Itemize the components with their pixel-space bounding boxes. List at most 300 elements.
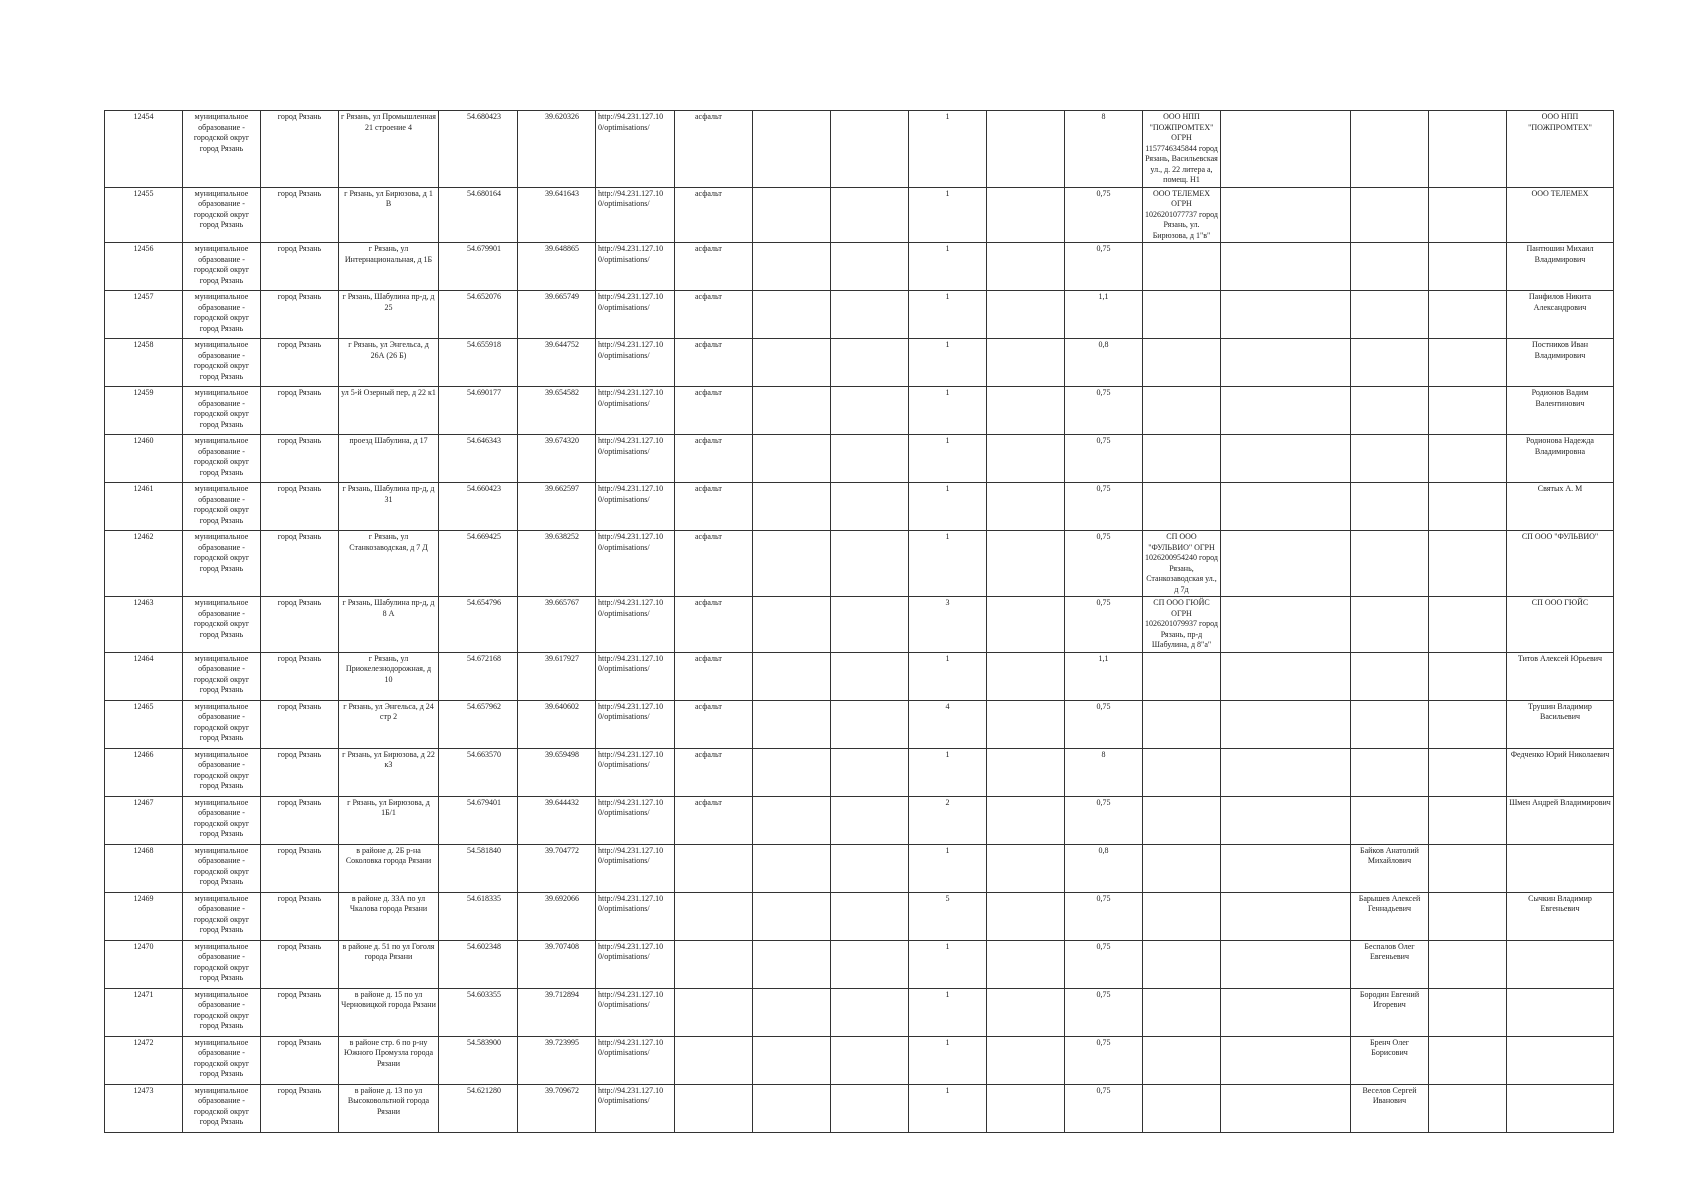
address-cell: в районе д. 15 по ул Черновицкой города Рязани (339, 988, 439, 1036)
row-id-cell: 12454 (105, 111, 183, 188)
url-cell: http://94.231.127.10 0/optimisations/ (596, 291, 675, 339)
municipality-cell: муниципальное образование - городской округ город Рязань (183, 1084, 261, 1132)
container-volume-cell: 0,75 (1065, 483, 1143, 531)
empty-cell (987, 892, 1065, 940)
container-volume-cell: 0,75 (1065, 597, 1143, 653)
empty-cell (1429, 988, 1507, 1036)
empty-cell (1221, 748, 1351, 796)
city-cell: город Рязань (261, 844, 339, 892)
city-cell: город Рязань (261, 111, 339, 188)
latitude-cell: 54.603355 (439, 988, 518, 1036)
surface-cell: асфальт (675, 700, 753, 748)
empty-cell (753, 1084, 831, 1132)
url-cell: http://94.231.127.10 0/optimisations/ (596, 339, 675, 387)
container-volume-cell: 0,8 (1065, 844, 1143, 892)
empty-cell (831, 652, 909, 700)
empty-cell (1221, 387, 1351, 435)
registry-table (104, 110, 1614, 1133)
row-id-cell: 12464 (105, 652, 183, 700)
row-id-cell: 12473 (105, 1084, 183, 1132)
empty-cell (1429, 1084, 1507, 1132)
municipality-cell: муниципальное образование - городской округ город Рязань (183, 844, 261, 892)
latitude-cell: 54.652076 (439, 291, 518, 339)
empty-cell (753, 796, 831, 844)
table-row (105, 796, 1614, 844)
owner-cell: Федченко Юрий Николаевич (1507, 748, 1614, 796)
url-cell: http://94.231.127.10 0/optimisations/ (596, 988, 675, 1036)
city-cell: город Рязань (261, 700, 339, 748)
container-volume-cell: 0,75 (1065, 435, 1143, 483)
owner-cell: Родионова Надежда Владимировна (1507, 435, 1614, 483)
owner-cell (1507, 988, 1614, 1036)
table-row (105, 291, 1614, 339)
individual-cell (1351, 387, 1429, 435)
city-cell: город Рязань (261, 291, 339, 339)
city-cell: город Рязань (261, 1084, 339, 1132)
empty-cell (987, 796, 1065, 844)
empty-cell (987, 748, 1065, 796)
owner-cell: ООО НПП "ПОЖПРОМТЕХ" (1507, 111, 1614, 188)
empty-cell (831, 435, 909, 483)
surface-cell: асфальт (675, 796, 753, 844)
empty-cell (987, 243, 1065, 291)
address-cell: г Рязань, ул Интернациональная, д 1Б (339, 243, 439, 291)
owner-cell (1507, 1084, 1614, 1132)
row-id-cell: 12466 (105, 748, 183, 796)
empty-cell (831, 988, 909, 1036)
longitude-cell: 39.654582 (518, 387, 596, 435)
row-id-cell: 12458 (105, 339, 183, 387)
empty-cell (753, 531, 831, 597)
empty-cell (1429, 700, 1507, 748)
latitude-cell: 54.654796 (439, 597, 518, 653)
empty-cell (831, 291, 909, 339)
table-row (105, 339, 1614, 387)
container-volume-cell: 8 (1065, 111, 1143, 188)
table-row (105, 435, 1614, 483)
url-cell: http://94.231.127.10 0/optimisations/ (596, 796, 675, 844)
surface-cell: асфальт (675, 748, 753, 796)
table-row (105, 531, 1614, 597)
empty-cell (1429, 111, 1507, 188)
empty-cell (987, 844, 1065, 892)
container-count-cell: 1 (909, 435, 987, 483)
owner-cell: Трушин Владимир Васильевич (1507, 700, 1614, 748)
row-id-cell: 12457 (105, 291, 183, 339)
organization-cell (1143, 796, 1221, 844)
container-count-cell: 1 (909, 940, 987, 988)
address-cell: г Рязань, ул Промышленная 21 строение 4 (339, 111, 439, 188)
empty-cell (1221, 111, 1351, 188)
latitude-cell: 54.679401 (439, 796, 518, 844)
url-cell: http://94.231.127.10 0/optimisations/ (596, 531, 675, 597)
city-cell: город Рязань (261, 339, 339, 387)
empty-cell (831, 748, 909, 796)
empty-cell (753, 940, 831, 988)
table-body (105, 111, 1614, 1133)
container-count-cell: 2 (909, 796, 987, 844)
owner-cell: СП ООО ГЮЙС (1507, 597, 1614, 653)
surface-cell: асфальт (675, 243, 753, 291)
municipality-cell: муниципальное образование - городской округ город Рязань (183, 748, 261, 796)
longitude-cell: 39.674320 (518, 435, 596, 483)
container-count-cell: 1 (909, 187, 987, 243)
empty-cell (1221, 339, 1351, 387)
latitude-cell: 54.680164 (439, 187, 518, 243)
empty-cell (753, 483, 831, 531)
individual-cell (1351, 435, 1429, 483)
container-count-cell: 4 (909, 700, 987, 748)
empty-cell (1429, 187, 1507, 243)
city-cell: город Рязань (261, 387, 339, 435)
address-cell: г Рязань, ул Бирюзова, д 22 к3 (339, 748, 439, 796)
container-count-cell: 1 (909, 531, 987, 597)
city-cell: город Рязань (261, 531, 339, 597)
municipality-cell: муниципальное образование - городской округ город Рязань (183, 700, 261, 748)
owner-cell: Пантюшин Михаил Владимирович (1507, 243, 1614, 291)
city-cell: город Рязань (261, 243, 339, 291)
empty-cell (987, 187, 1065, 243)
table-row (105, 940, 1614, 988)
surface-cell: асфальт (675, 111, 753, 188)
url-cell: http://94.231.127.10 0/optimisations/ (596, 435, 675, 483)
url-cell: http://94.231.127.10 0/optimisations/ (596, 940, 675, 988)
row-id-cell: 12456 (105, 243, 183, 291)
owner-cell: Шмен Андрей Владимирович (1507, 796, 1614, 844)
url-cell: http://94.231.127.10 0/optimisations/ (596, 243, 675, 291)
url-cell: http://94.231.127.10 0/optimisations/ (596, 1084, 675, 1132)
organization-cell: СП ООО "ФУЛЬВИО" ОГРН 1026200954240 город Рязань, Станкозаводская ул., д 7д (1143, 531, 1221, 597)
url-cell: http://94.231.127.10 0/optimisations/ (596, 748, 675, 796)
empty-cell (831, 940, 909, 988)
address-cell: г Рязань, ул Приокелезнодорожная, д 10 (339, 652, 439, 700)
municipality-cell: муниципальное образование - городской округ город Рязань (183, 339, 261, 387)
latitude-cell: 54.690177 (439, 387, 518, 435)
address-cell: г Рязань, ул Бирюзова, д 1 В (339, 187, 439, 243)
table-row (105, 597, 1614, 653)
empty-cell (1429, 387, 1507, 435)
municipality-cell: муниципальное образование - городской округ город Рязань (183, 652, 261, 700)
empty-cell (753, 435, 831, 483)
organization-cell: СП ООО ГЮЙС ОГРН 1026201079937 город Рязань, пр-д Шабулина, д 8"а" (1143, 597, 1221, 653)
container-volume-cell: 0,75 (1065, 243, 1143, 291)
container-count-cell: 1 (909, 483, 987, 531)
longitude-cell: 39.620326 (518, 111, 596, 188)
city-cell: город Рязань (261, 187, 339, 243)
municipality-cell: муниципальное образование - городской округ город Рязань (183, 531, 261, 597)
empty-cell (753, 988, 831, 1036)
individual-cell: Веселов Сергей Иванович (1351, 1084, 1429, 1132)
longitude-cell: 39.692066 (518, 892, 596, 940)
municipality-cell: муниципальное образование - городской округ город Рязань (183, 243, 261, 291)
row-id-cell: 12455 (105, 187, 183, 243)
container-count-cell: 1 (909, 748, 987, 796)
url-cell: http://94.231.127.10 0/optimisations/ (596, 187, 675, 243)
individual-cell (1351, 243, 1429, 291)
surface-cell: асфальт (675, 291, 753, 339)
municipality-cell: муниципальное образование - городской округ город Рязань (183, 940, 261, 988)
row-id-cell: 12465 (105, 700, 183, 748)
owner-cell (1507, 844, 1614, 892)
longitude-cell: 39.704772 (518, 844, 596, 892)
empty-cell (831, 844, 909, 892)
empty-cell (753, 597, 831, 653)
empty-cell (987, 940, 1065, 988)
row-id-cell: 12461 (105, 483, 183, 531)
empty-cell (831, 111, 909, 188)
empty-cell (1221, 483, 1351, 531)
empty-cell (1221, 597, 1351, 653)
longitude-cell: 39.712894 (518, 988, 596, 1036)
empty-cell (831, 483, 909, 531)
owner-cell: Сычкин Владимир Евгеньевич (1507, 892, 1614, 940)
address-cell: ул 5-й Озерный пер, д 22 к1 (339, 387, 439, 435)
table-row (105, 1036, 1614, 1084)
empty-cell (1429, 597, 1507, 653)
individual-cell: Бренч Олег Борисович (1351, 1036, 1429, 1084)
municipality-cell: муниципальное образование - городской округ город Рязань (183, 988, 261, 1036)
row-id-cell: 12472 (105, 1036, 183, 1084)
longitude-cell: 39.644752 (518, 339, 596, 387)
empty-cell (1221, 531, 1351, 597)
empty-cell (753, 111, 831, 188)
municipality-cell: муниципальное образование - городской округ город Рязань (183, 387, 261, 435)
empty-cell (753, 243, 831, 291)
latitude-cell: 54.581840 (439, 844, 518, 892)
empty-cell (1221, 700, 1351, 748)
latitude-cell: 54.663570 (439, 748, 518, 796)
url-cell: http://94.231.127.10 0/optimisations/ (596, 597, 675, 653)
empty-cell (987, 339, 1065, 387)
latitude-cell: 54.657962 (439, 700, 518, 748)
latitude-cell: 54.583900 (439, 1036, 518, 1084)
url-cell: http://94.231.127.10 0/optimisations/ (596, 700, 675, 748)
table-row (105, 748, 1614, 796)
table-row (105, 988, 1614, 1036)
empty-cell (753, 339, 831, 387)
surface-cell: асфальт (675, 435, 753, 483)
city-cell: город Рязань (261, 1036, 339, 1084)
individual-cell (1351, 748, 1429, 796)
individual-cell (1351, 652, 1429, 700)
individual-cell (1351, 187, 1429, 243)
empty-cell (753, 291, 831, 339)
empty-cell (987, 291, 1065, 339)
owner-cell (1507, 1036, 1614, 1084)
individual-cell: Бородин Евгений Игоревич (1351, 988, 1429, 1036)
container-volume-cell: 0,75 (1065, 387, 1143, 435)
latitude-cell: 54.621280 (439, 1084, 518, 1132)
empty-cell (831, 892, 909, 940)
container-volume-cell: 0,75 (1065, 796, 1143, 844)
empty-cell (1221, 988, 1351, 1036)
empty-cell (1221, 892, 1351, 940)
city-cell: город Рязань (261, 597, 339, 653)
empty-cell (987, 387, 1065, 435)
surface-cell (675, 1036, 753, 1084)
latitude-cell: 54.669425 (439, 531, 518, 597)
municipality-cell: муниципальное образование - городской округ город Рязань (183, 796, 261, 844)
container-volume-cell: 0,75 (1065, 1084, 1143, 1132)
city-cell: город Рязань (261, 748, 339, 796)
organization-cell (1143, 435, 1221, 483)
surface-cell: асфальт (675, 531, 753, 597)
empty-cell (987, 483, 1065, 531)
container-volume-cell: 0,75 (1065, 1036, 1143, 1084)
longitude-cell: 39.662597 (518, 483, 596, 531)
surface-cell (675, 844, 753, 892)
organization-cell (1143, 892, 1221, 940)
individual-cell: Барышев Алексей Геннадьевич (1351, 892, 1429, 940)
organization-cell (1143, 387, 1221, 435)
latitude-cell: 54.679901 (439, 243, 518, 291)
empty-cell (831, 243, 909, 291)
table-row (105, 700, 1614, 748)
container-count-cell: 1 (909, 111, 987, 188)
container-count-cell: 1 (909, 844, 987, 892)
table-row (105, 892, 1614, 940)
container-count-cell: 3 (909, 597, 987, 653)
latitude-cell: 54.655918 (439, 339, 518, 387)
owner-cell: Родионов Вадим Валентинович (1507, 387, 1614, 435)
individual-cell (1351, 531, 1429, 597)
container-volume-cell: 0,75 (1065, 187, 1143, 243)
address-cell: проезд Шабулина, д 17 (339, 435, 439, 483)
empty-cell (1221, 435, 1351, 483)
empty-cell (987, 111, 1065, 188)
longitude-cell: 39.640602 (518, 700, 596, 748)
organization-cell (1143, 243, 1221, 291)
url-cell: http://94.231.127.10 0/optimisations/ (596, 652, 675, 700)
empty-cell (831, 1084, 909, 1132)
url-cell: http://94.231.127.10 0/optimisations/ (596, 387, 675, 435)
empty-cell (831, 187, 909, 243)
surface-cell: асфальт (675, 187, 753, 243)
row-id-cell: 12467 (105, 796, 183, 844)
empty-cell (1221, 187, 1351, 243)
address-cell: г Рязань, Шабулина пр-д, д 8 А (339, 597, 439, 653)
surface-cell (675, 1084, 753, 1132)
owner-cell: СП ООО "ФУЛЬВИО" (1507, 531, 1614, 597)
longitude-cell: 39.665749 (518, 291, 596, 339)
individual-cell (1351, 796, 1429, 844)
container-count-cell: 1 (909, 1036, 987, 1084)
empty-cell (987, 988, 1065, 1036)
owner-cell: Святых А. М (1507, 483, 1614, 531)
latitude-cell: 54.646343 (439, 435, 518, 483)
organization-cell: ООО ТЕЛЕМЕХ ОГРН 1026201077737 город Рязань, ул. Бирюзова, д 1"в" (1143, 187, 1221, 243)
table-row (105, 387, 1614, 435)
empty-cell (831, 339, 909, 387)
city-cell: город Рязань (261, 940, 339, 988)
empty-cell (1221, 940, 1351, 988)
empty-cell (753, 1036, 831, 1084)
empty-cell (987, 1036, 1065, 1084)
row-id-cell: 12468 (105, 844, 183, 892)
row-id-cell: 12460 (105, 435, 183, 483)
address-cell: г Рязань, ул Бирюзова, д 1Б/1 (339, 796, 439, 844)
url-cell: http://94.231.127.10 0/optimisations/ (596, 1036, 675, 1084)
individual-cell (1351, 111, 1429, 188)
address-cell: г Рязань, ул Энгельса, д 24 стр 2 (339, 700, 439, 748)
city-cell: город Рязань (261, 435, 339, 483)
container-volume-cell: 0,75 (1065, 940, 1143, 988)
empty-cell (831, 700, 909, 748)
longitude-cell: 39.641643 (518, 187, 596, 243)
organization-cell (1143, 291, 1221, 339)
empty-cell (753, 844, 831, 892)
surface-cell: асфальт (675, 387, 753, 435)
organization-cell: ООО НПП "ПОЖПРОМТЕХ" ОГРН 1157746345844 город Рязань, Васильевская ул., д. 22 литера а, помещ. Н1 (1143, 111, 1221, 188)
empty-cell (1429, 531, 1507, 597)
table-row (105, 111, 1614, 188)
empty-cell (1221, 243, 1351, 291)
organization-cell (1143, 483, 1221, 531)
organization-cell (1143, 1036, 1221, 1084)
longitude-cell: 39.617927 (518, 652, 596, 700)
longitude-cell: 39.638252 (518, 531, 596, 597)
longitude-cell: 39.659498 (518, 748, 596, 796)
municipality-cell: муниципальное образование - городской округ город Рязань (183, 1036, 261, 1084)
city-cell: город Рязань (261, 483, 339, 531)
longitude-cell: 39.707408 (518, 940, 596, 988)
row-id-cell: 12462 (105, 531, 183, 597)
city-cell: город Рязань (261, 988, 339, 1036)
address-cell: в районе д. 13 по ул Высоковольтной города Рязани (339, 1084, 439, 1132)
individual-cell (1351, 483, 1429, 531)
owner-cell: Титов Алексей Юрьевич (1507, 652, 1614, 700)
city-cell: город Рязань (261, 796, 339, 844)
municipality-cell: муниципальное образование - городской округ город Рязань (183, 483, 261, 531)
empty-cell (987, 1084, 1065, 1132)
empty-cell (1429, 243, 1507, 291)
empty-cell (1221, 291, 1351, 339)
latitude-cell: 54.660423 (439, 483, 518, 531)
municipality-cell: муниципальное образование - городской округ город Рязань (183, 111, 261, 188)
empty-cell (987, 531, 1065, 597)
surface-cell: асфальт (675, 597, 753, 653)
address-cell: г Рязань, Шабулина пр-д, д 25 (339, 291, 439, 339)
address-cell: в районе д. 51 по ул Гоголя города Рязани (339, 940, 439, 988)
owner-cell: Постников Иван Владимирович (1507, 339, 1614, 387)
container-volume-cell: 1,1 (1065, 652, 1143, 700)
empty-cell (987, 435, 1065, 483)
container-volume-cell: 1,1 (1065, 291, 1143, 339)
individual-cell (1351, 291, 1429, 339)
latitude-cell: 54.618335 (439, 892, 518, 940)
table-row (105, 844, 1614, 892)
container-volume-cell: 0,75 (1065, 988, 1143, 1036)
empty-cell (1429, 796, 1507, 844)
empty-cell (1429, 748, 1507, 796)
empty-cell (753, 652, 831, 700)
empty-cell (987, 652, 1065, 700)
row-id-cell: 12459 (105, 387, 183, 435)
municipality-cell: муниципальное образование - городской округ город Рязань (183, 187, 261, 243)
row-id-cell: 12470 (105, 940, 183, 988)
individual-cell (1351, 597, 1429, 653)
city-cell: город Рязань (261, 892, 339, 940)
container-count-cell: 1 (909, 1084, 987, 1132)
container-count-cell: 1 (909, 291, 987, 339)
organization-cell (1143, 748, 1221, 796)
row-id-cell: 12463 (105, 597, 183, 653)
surface-cell: асфальт (675, 652, 753, 700)
organization-cell (1143, 940, 1221, 988)
empty-cell (1429, 844, 1507, 892)
empty-cell (1429, 1036, 1507, 1084)
address-cell: г Рязань, Шабулина пр-д, д 31 (339, 483, 439, 531)
